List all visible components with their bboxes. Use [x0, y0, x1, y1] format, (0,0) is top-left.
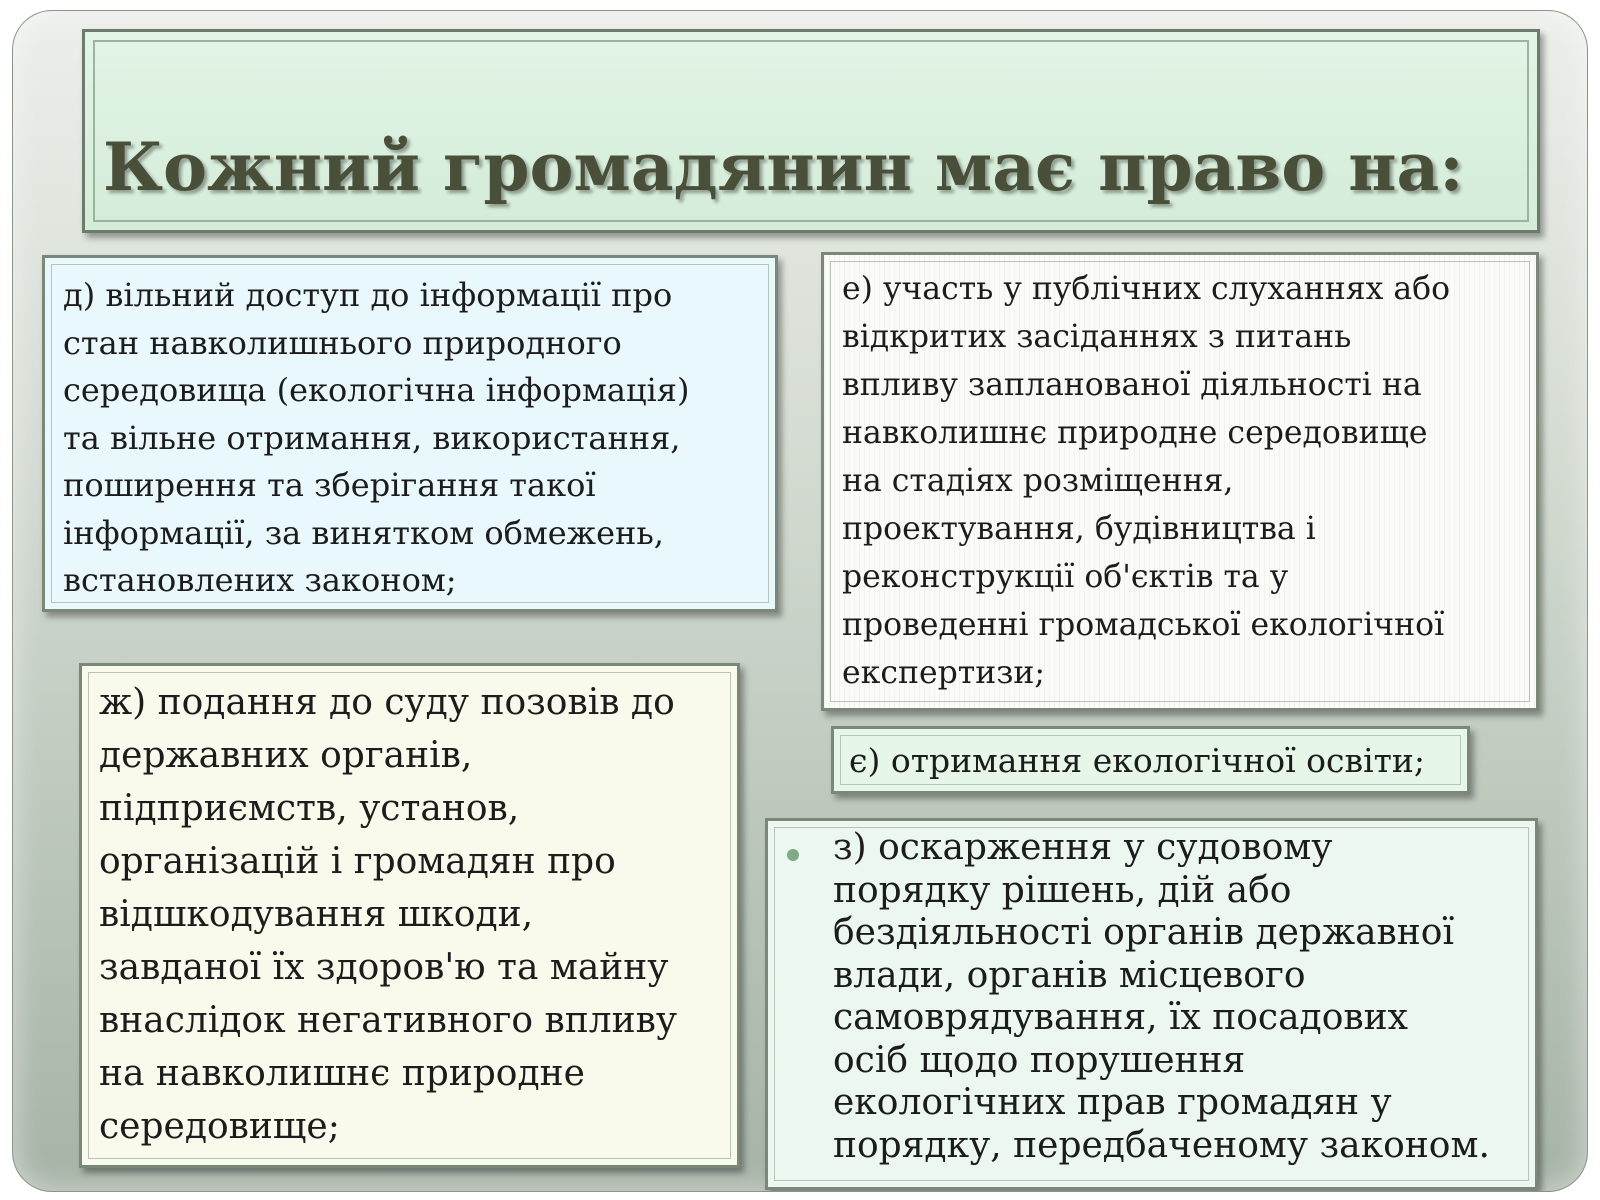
title-box [82, 29, 1540, 233]
right-card-d-information-access [42, 255, 778, 612]
slide-background [12, 10, 1588, 1192]
right-card-ye-education [831, 726, 1470, 794]
card-d-text: д) вільний доступ до інформації про стан навколишнього природного середовища (екологічна інформація) та вільне отримання, використання, поширення та зберігання такої інформації, за винятком обмежень, встановлених законом; [63, 276, 690, 599]
right-card-e-public-hearings [821, 252, 1539, 711]
card-z-text: з) оскарження у судовому порядку рішень, дій або бездіяльності органів державної влади, органів місцевого самоврядування, їх посадових осіб щодо порушення екологічних прав громадян у порядку, передбаченому законом. [833, 827, 1490, 1166]
right-card-zh-court-claims [79, 663, 740, 1168]
right-card-z-appeal [765, 818, 1538, 1190]
card-zh-text: ж) подання до суду позовів до державних органів, підприємств, установ, організацій і громадян про відшкодування шкоди, завданої їх здоров'ю та майну внаслідок негативного впливу на навколишнє природне середовище; [99, 682, 678, 1147]
card-ye-text: є) отримання екологічної освіти; [849, 741, 1426, 780]
slide-title: Кожний громадянин має право на: [103, 128, 1464, 206]
card-e-text: е) участь у публічних слуханнях або відкритих засіданнях з питань впливу запланованої діяльності на навколишнє природне середовище на стадіях розміщення, проектування, будівництва і реконструкції об'єктів та у проведенні громадської екологічної експертизи; [842, 271, 1451, 691]
